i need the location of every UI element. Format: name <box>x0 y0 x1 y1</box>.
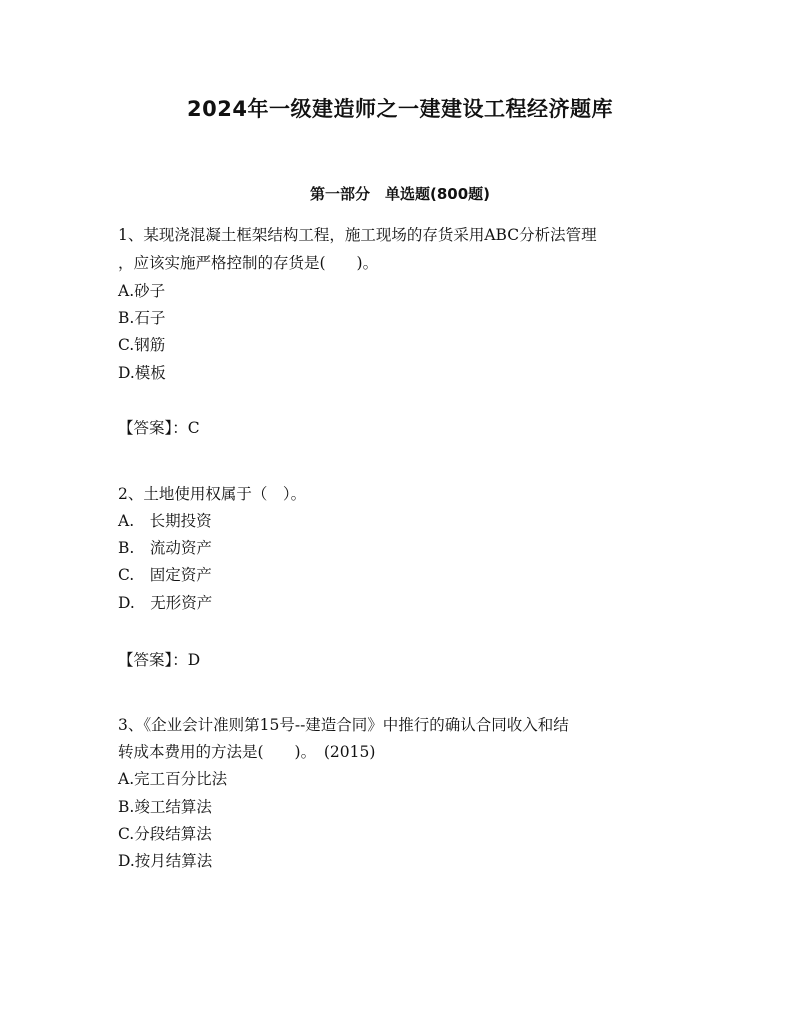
option-c: C. 固定资产 <box>118 566 212 584</box>
option-d: D.按月结算法 <box>118 852 213 870</box>
option-a: A.完工百分比法 <box>118 770 228 788</box>
option-c: C.分段结算法 <box>118 825 212 843</box>
section-title: 第一部分 单选题(800题) <box>309 185 491 203</box>
option-b: B.竣工结算法 <box>118 798 212 816</box>
question-stem-line: 3、《企业会计准则第15号--建造合同》中推行的确认合同收入和结 <box>118 716 569 734</box>
option-d: D. 无形资产 <box>118 594 213 612</box>
question-stem-line: 1、某现浇混凝土框架结构工程，施工现场的存货采用ABC分析法管理 <box>118 226 597 244</box>
question-stem-line: ，应该实施严格控制的存货是( )。 <box>118 254 379 272</box>
option-a: A. 长期投资 <box>118 512 212 530</box>
option-b: B.石子 <box>118 309 166 327</box>
option-b: B. 流动资产 <box>118 539 212 557</box>
answer-label: 【答案】：C <box>118 419 200 437</box>
answer-label: 【答案】：D <box>118 651 201 669</box>
document-title: 2024年一级建造师之一建建设工程经济题库 <box>187 97 613 121</box>
option-c: C.钢筋 <box>118 336 166 354</box>
option-d: D.模板 <box>118 364 166 382</box>
question-stem-line: 2、土地使用权属于（ ）。 <box>118 485 307 503</box>
option-a: A.砂子 <box>118 282 166 300</box>
question-stem-line: 转成本费用的方法是( )。 (2015) <box>118 743 376 761</box>
